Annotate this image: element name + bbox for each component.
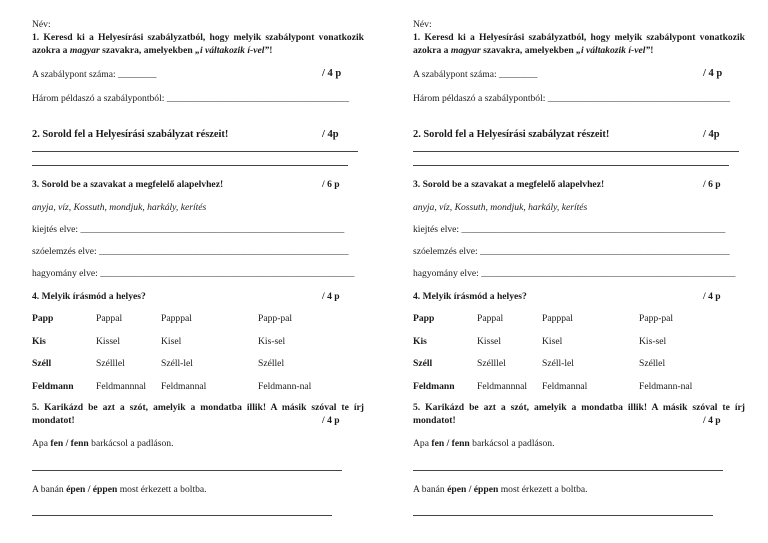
q4-name-cell: Papp [32,313,54,324]
q1-text-d: „i váltakozik í-vel” [195,44,270,56]
q1-prompt [32,32,364,57]
q1-text-a: Keresd ki a Helyesírási szabályzatból, hogy melyik szabálypont vonatkozik azokra a [413,32,745,56]
q4-option-cell[interactable]: Kis-sel [258,336,286,347]
q4-option-cell[interactable]: Kissel [96,336,120,347]
q2-answer-line-1[interactable] [32,151,358,152]
q2-title: 2. Sorold fel a Helyesírási szabályzat részeit! [413,129,610,140]
q1-text-d: „i váltakozik í-vel” [576,44,651,56]
q5-s2-a: A banán [32,484,64,495]
q3-line-szoelemzes[interactable]: szóelemzés elve: ____________________________________________________ [413,246,730,257]
q5-sentence-1 [32,438,364,449]
q5-s1-c: barkácsol a padláson. [472,438,555,449]
q4-name-cell: Kis [32,336,46,347]
q3-title: 3. Sorold be a szavakat a megfelelő alapelvhez! [413,179,605,190]
q4-title: 4. Melyik írásmód a helyes? [413,291,527,302]
q2-answer-line-1[interactable] [413,151,739,152]
q1-text-e: ! [269,44,273,56]
q4-option-cell[interactable]: Széllel [258,358,285,369]
q4-option-cell[interactable]: Kisel [161,336,182,347]
q5-answer-line-1[interactable] [413,470,723,471]
q3-line-kiejtes[interactable]: kiejtés elve: _______________________________________________________ [413,224,726,235]
q4-option-cell[interactable]: Kissel [477,336,501,347]
q1-rule-label: A szabálypont száma: ________ [413,69,538,80]
q4-title: 4. Melyik írásmód a helyes? [32,291,146,302]
q5-points: / 4 p [322,415,340,426]
q4-option-cell[interactable]: Feldmannal [542,381,588,392]
q4-option-cell[interactable]: Szélllel [477,358,506,369]
q4-option-cell[interactable]: Pappal [96,313,123,324]
q1-points: / 4 p [703,68,723,79]
q4-option-cell[interactable]: Feldmann-nal [258,381,312,392]
q5-sentence-2 [413,484,745,495]
q1-number: 1. [413,32,421,43]
q5-s1-choice[interactable]: fen / fenn [50,438,89,449]
name-label: Név: [413,19,432,30]
q3-points: / 6 p [322,179,340,190]
q1-prompt [413,32,745,57]
q5-sentence-1 [413,438,745,449]
q2-title: 2. Sorold fel a Helyesírási szabályzat részeit! [32,129,229,140]
q4-points: / 4 p [322,291,340,302]
q4-option-cell[interactable]: Feldmannal [161,381,207,392]
q2-answer-line-2[interactable] [413,165,729,166]
q4-name-cell: Feldmann [413,381,455,392]
q5-s1-a: Apa [32,438,48,449]
q4-name-cell: Kis [413,336,427,347]
q5-s2-a: A banán [413,484,445,495]
q1-points: / 4 p [322,68,342,79]
q1-examples-label: Három példaszó a szabálypontból: ______________________________________ [32,93,350,104]
q1-text-c: szavakra, amelyekben [102,44,193,56]
q3-title: 3. Sorold be a szavakat a megfelelő alapelvhez! [32,179,224,190]
q1-examples-label: Három példaszó a szabálypontból: ______________________________________ [413,93,731,104]
q1-text-e: ! [650,44,654,56]
q5-title: 5. Karikázd be azt a szót, amelyik a mondatba illik! A másik szóval te írj mondatot! [32,402,364,426]
q2-answer-line-2[interactable] [32,165,348,166]
q4-option-cell[interactable]: Feldmann-nal [639,381,693,392]
q3-line-hagyomany[interactable]: hagyomány elve: _____________________________________________________ [32,268,355,279]
q4-option-cell[interactable]: Papp-pal [639,313,674,324]
q4-option-cell[interactable]: Széll-lel [542,358,574,369]
q3-words: anyja, víz, Kossuth, mondjuk, harkály, kerítés [32,202,207,213]
q5-s2-choice[interactable]: épen / éppen [66,484,118,495]
q5-s1-c: barkácsol a padláson. [91,438,174,449]
q4-option-cell[interactable]: Feldmannnal [477,381,528,392]
q4-name-cell: Széll [32,358,52,369]
q4-name-cell: Széll [413,358,433,369]
q5-sentence-2 [32,484,364,495]
q5-s2-c: most érkezett a boltba. [500,484,588,495]
q4-option-cell[interactable]: Papp-pal [258,313,293,324]
worksheet-right [413,0,745,543]
q4-option-cell[interactable]: Feldmannnal [96,381,147,392]
q4-option-cell[interactable]: Papppal [161,313,192,324]
q2-points: / 4p [703,129,720,140]
q3-line-kiejtes[interactable]: kiejtés elve: _______________________________________________________ [32,224,345,235]
q4-option-cell[interactable]: Kis-sel [639,336,667,347]
q5-answer-line-1[interactable] [32,470,342,471]
q4-name-cell: Feldmann [32,381,74,392]
q2-points: / 4p [322,129,339,140]
q5-s2-c: most érkezett a boltba. [119,484,207,495]
q5-s1-choice[interactable]: fen / fenn [431,438,470,449]
q3-words: anyja, víz, Kossuth, mondjuk, harkály, kerítés [413,202,588,213]
q1-text-c: szavakra, amelyekben [483,44,574,56]
q5-answer-line-2[interactable] [413,515,713,516]
q3-line-szoelemzes[interactable]: szóelemzés elve: ____________________________________________________ [32,246,349,257]
worksheet-left [32,0,364,543]
name-label: Név: [32,19,51,30]
q4-option-cell[interactable]: Kisel [542,336,563,347]
q4-option-cell[interactable]: Pappal [477,313,504,324]
q3-line-hagyomany[interactable]: hagyomány elve: _____________________________________________________ [413,268,736,279]
q1-number: 1. [32,32,40,43]
q1-text-b: magyar [450,44,481,56]
q5-answer-line-2[interactable] [32,515,332,516]
q4-option-cell[interactable]: Széll-lel [161,358,193,369]
q5-title: 5. Karikázd be azt a szót, amelyik a mondatba illik! A másik szóval te írj mondatot! [413,402,745,426]
q4-option-cell[interactable]: Papppal [542,313,573,324]
q5-points: / 4 p [703,415,721,426]
q1-rule-label: A szabálypont száma: ________ [32,69,157,80]
q4-points: / 4 p [703,291,721,302]
q4-option-cell[interactable]: Széllel [639,358,666,369]
q1-text-a: Keresd ki a Helyesírási szabályzatból, hogy melyik szabálypont vonatkozik azokra a [32,32,364,56]
q5-s1-a: Apa [413,438,429,449]
q5-s2-choice[interactable]: épen / éppen [447,484,499,495]
q1-text-b: magyar [69,44,100,56]
q4-name-cell: Papp [413,313,435,324]
q4-option-cell[interactable]: Szélllel [96,358,125,369]
q3-points: / 6 p [703,179,721,190]
